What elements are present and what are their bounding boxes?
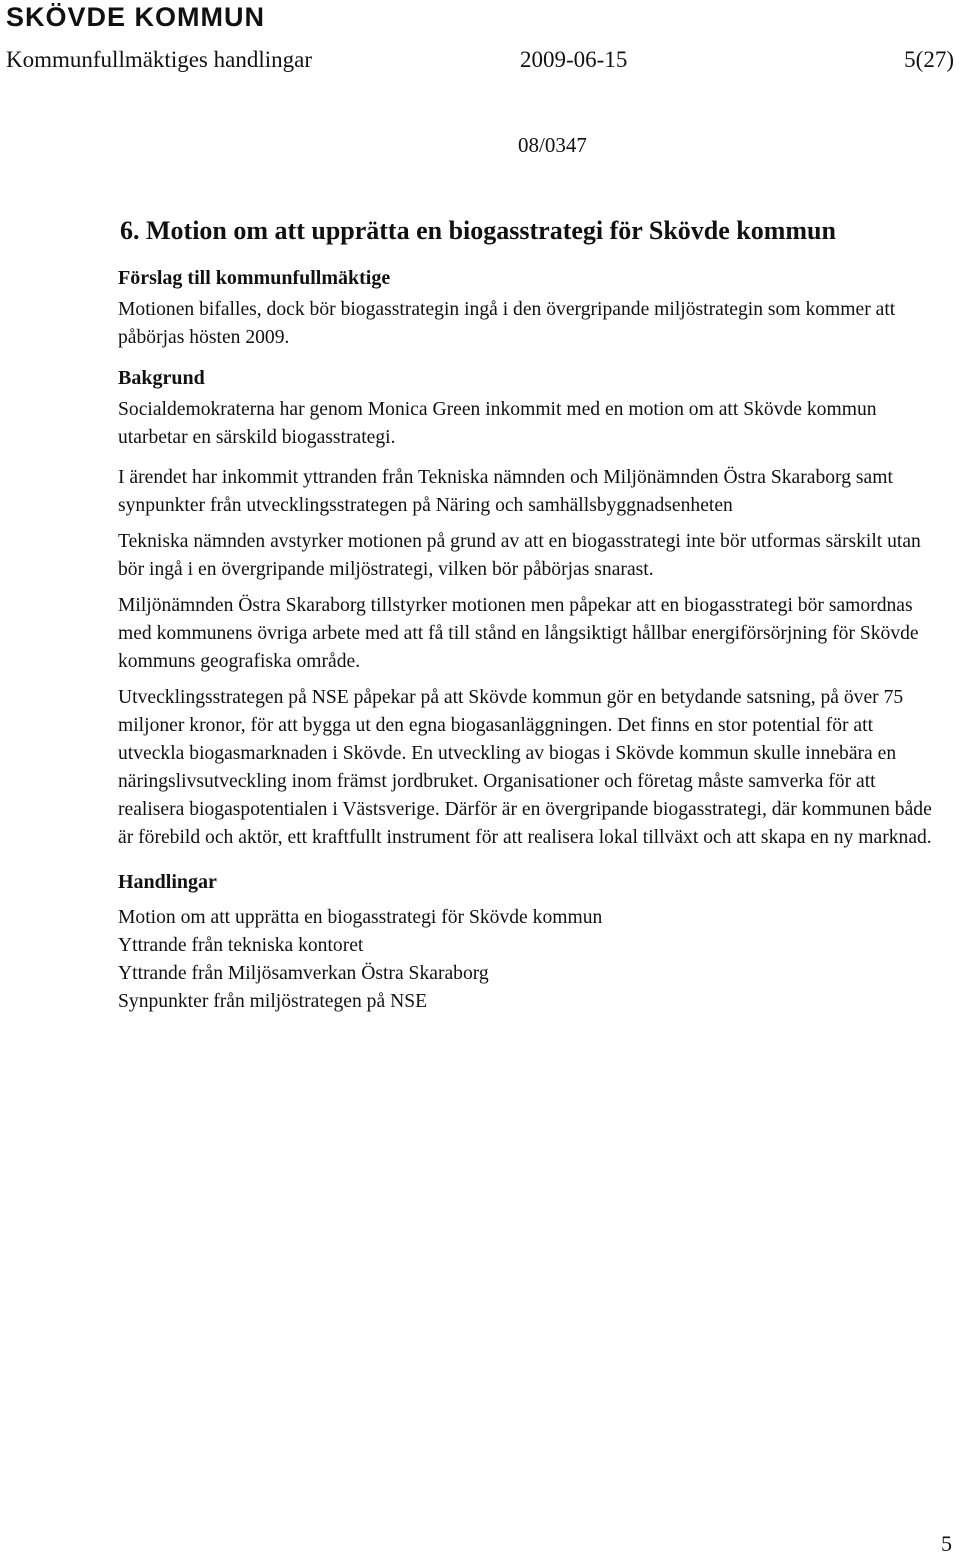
item-title: 6. Motion om att upprätta en biogasstrategi för Skövde kommun: [120, 216, 836, 245]
list-item: Yttrande från Miljösamverkan Östra Skaraborg: [118, 963, 489, 984]
proposal-heading: Förslag till kommunfullmäktige: [118, 267, 391, 289]
background-paragraph: Utvecklingsstrategen på NSE påpekar på att Skövde kommun gör en betydande satsning, på över 75 miljoner kronor, för att bygga ut den egna biogasanläggningen. Det finns en stor potential för att utveckla biogasmarknaden i Skövde. En utveckling av biogas i Skövde kommun skulle innebära en näringslivsutveckling inom främst jordbruket. Organisationer och företag måste samverka för att realisera biogaspotentialen i Västsverige. Därför är en övergripande biogasstrategi, där kommunen både är förebild och aktör, ett kraftfullt instrument för att realisera lokal tillväxt och att skapa en ny marknad.: [118, 687, 932, 848]
municipality-logo: SKÖVDE KOMMUN: [6, 2, 266, 32]
background-paragraph: Tekniska nämnden avstyrker motionen på grund av att en biogasstrategi inte bör utformas särskilt utan bör ingå i en övergripande miljöstrategi, vilken bör påbörjas snarast.: [118, 531, 921, 580]
case-number: 08/0347: [518, 133, 587, 157]
background-paragraph: Socialdemokraterna har genom Monica Green inkommit med en motion om att Skövde kommun utarbetar en särskild biogasstrategi.: [118, 399, 877, 448]
list-item: Synpunkter från miljöstrategen på NSE: [118, 991, 428, 1012]
page-reference: 5(27): [904, 47, 954, 72]
document-title: Kommunfullmäktiges handlingar: [6, 47, 312, 72]
documents-heading: Handlingar: [118, 871, 217, 893]
proposal-text: Motionen bifalles, dock bör biogasstrategin ingå i den övergripande miljöstrategin som kommer att påbörjas hösten 2009.: [118, 299, 896, 348]
main-content: [118, 214, 938, 1016]
background-heading: Bakgrund: [118, 367, 205, 389]
document-date: 2009-06-15: [520, 47, 628, 72]
list-item: Yttrande från tekniska kontoret: [118, 935, 364, 956]
background-paragraph: Miljönämnden Östra Skaraborg tillstyrker motionen men påpekar att en biogasstrategi bör samordnas med kommunens övriga arbete med att få till stånd en långsiktigt hållbar energiförsörjning för Skövde kommuns geografiska område.: [118, 595, 919, 672]
list-item: Motion om att upprätta en biogasstrategi för Skövde kommun: [118, 907, 603, 928]
footer-page-number: 5: [941, 1531, 952, 1556]
background-paragraph: I ärendet har inkommit yttranden från Tekniska nämnden och Miljönämnden Östra Skaraborg samt synpunkter från utvecklingsstrategen på Näring och samhällsbyggnadsenheten: [118, 467, 893, 516]
documents-list: [118, 904, 938, 1016]
